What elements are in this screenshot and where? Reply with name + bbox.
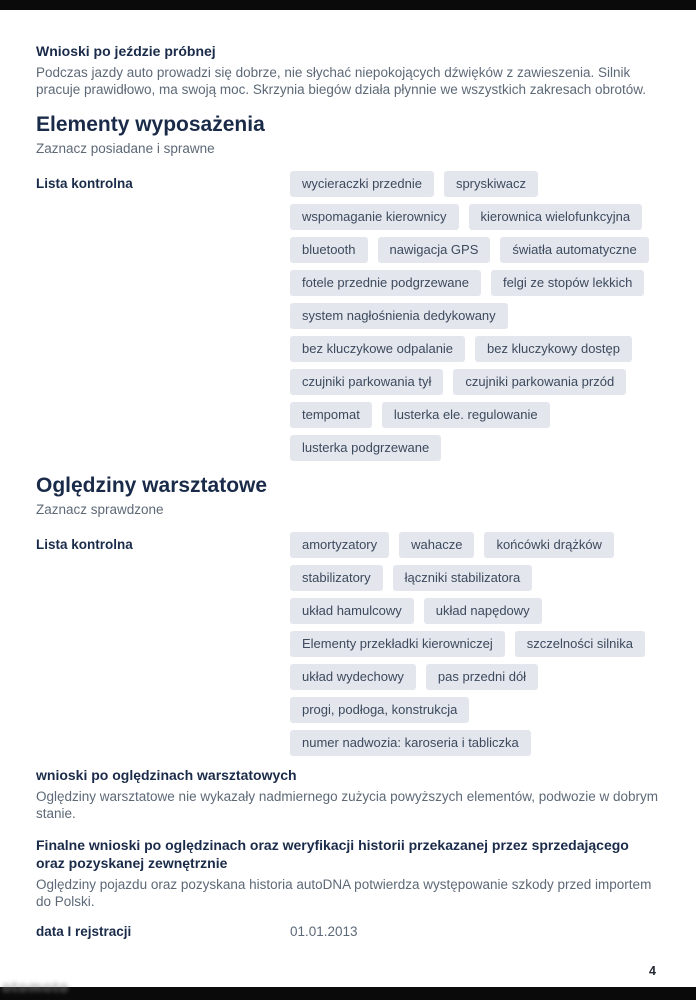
checklist-chip: bez kluczykowy dostęp [475,336,632,362]
checklist-chip: szczelności silnika [515,631,645,657]
final-conclusions-body: Oględziny pojazdu oraz pozyskana historia autoDNA potwierdza występowanie szkody przed importem do Polski. [36,877,652,909]
checklist-chip: łączniki stabilizatora [393,565,533,591]
checklist-chip: numer nadwozia: karoseria i tabliczka [290,730,531,756]
final-conclusions-title: Finalne wnioski po oględzinach oraz weryfikacji historii przekazanej przez sprzedającego oraz pozyskanej zewnętrznie [36,837,629,871]
checklist-chip: czujniki parkowania przód [453,369,626,395]
checklist-chip: amortyzatory [290,532,389,558]
checklist-chip: wspomaganie kierownicy [290,204,459,230]
equipment-section-subtitle: Zaznacz posiadane i sprawne [36,141,215,156]
checklist-chip: wahacze [399,532,474,558]
checklist-chip: bluetooth [290,237,368,263]
inspection-section-subtitle: Zaznacz sprawdzone [36,502,164,517]
test-drive-title: Wnioski po jeździe próbnej [36,43,216,59]
checklist-chip: kierownica wielofunkcyjna [469,204,643,230]
checklist-chip: lusterka ele. regulowanie [382,402,550,428]
checklist-chip: felgi ze stopów lekkich [491,270,644,296]
checklist-chip: pas przedni dół [426,664,538,690]
workshop-conclusions-title: wnioski po oględzinach warsztatowych [36,767,297,783]
checklist-chip: lusterka podgrzewane [290,435,441,461]
inspection-section-title: Oględziny warsztatowe [36,474,268,497]
report-content [0,10,696,939]
checklist-chip: układ napędowy [424,598,542,624]
equipment-chip-list [290,171,660,461]
registration-date-label: data I rejstracji [36,924,132,939]
workshop-conclusions-body: Oględziny warsztatowe nie wykazały nadmiernego zużycia powyższych elementów, podwozie w dobrym stanie. [36,789,659,821]
equipment-checklist-label: Lista kontrolna [36,176,133,191]
checklist-chip: Elementy przekładki kierowniczej [290,631,505,657]
checklist-chip: układ hamulcowy [290,598,414,624]
checklist-chip: system nagłośnienia dedykowany [290,303,508,329]
watermark-logo: otomoto [2,979,69,996]
registration-date-row [36,924,660,939]
checklist-chip: nawigacja GPS [378,237,491,263]
checklist-chip: fotele przednie podgrzewane [290,270,481,296]
checklist-chip: końcówki drążków [484,532,614,558]
inspection-checklist-label: Lista kontrolna [36,537,133,552]
checklist-chip: progi, podłoga, konstrukcja [290,697,469,723]
checklist-chip: układ wydechowy [290,664,416,690]
registration-date-value: 01.01.2013 [290,924,358,939]
inspection-checklist-row [36,532,660,756]
checklist-chip: światła automatyczne [500,237,648,263]
bottom-bar [0,987,696,1000]
inspection-chip-list [290,532,660,756]
checklist-chip: czujniki parkowania tył [290,369,443,395]
test-drive-body: Podczas jazdy auto prowadzi się dobrze, nie słychać niepokojących dźwięków z zawieszenia. Silnik pracuje prawidłowo, ma swoją moc. Skrzynia biegów działa płynnie we wszystkich zakresach obrotów. [36,65,647,97]
checklist-chip: wycieraczki przednie [290,171,434,197]
top-bar [0,0,696,10]
checklist-chip: stabilizatory [290,565,383,591]
equipment-checklist-row [36,171,660,461]
page-number: 4 [649,964,656,978]
checklist-chip: tempomat [290,402,372,428]
equipment-section-title: Elementy wyposażenia [36,113,265,136]
checklist-chip: bez kluczykowe odpalanie [290,336,465,362]
checklist-chip: spryskiwacz [444,171,538,197]
